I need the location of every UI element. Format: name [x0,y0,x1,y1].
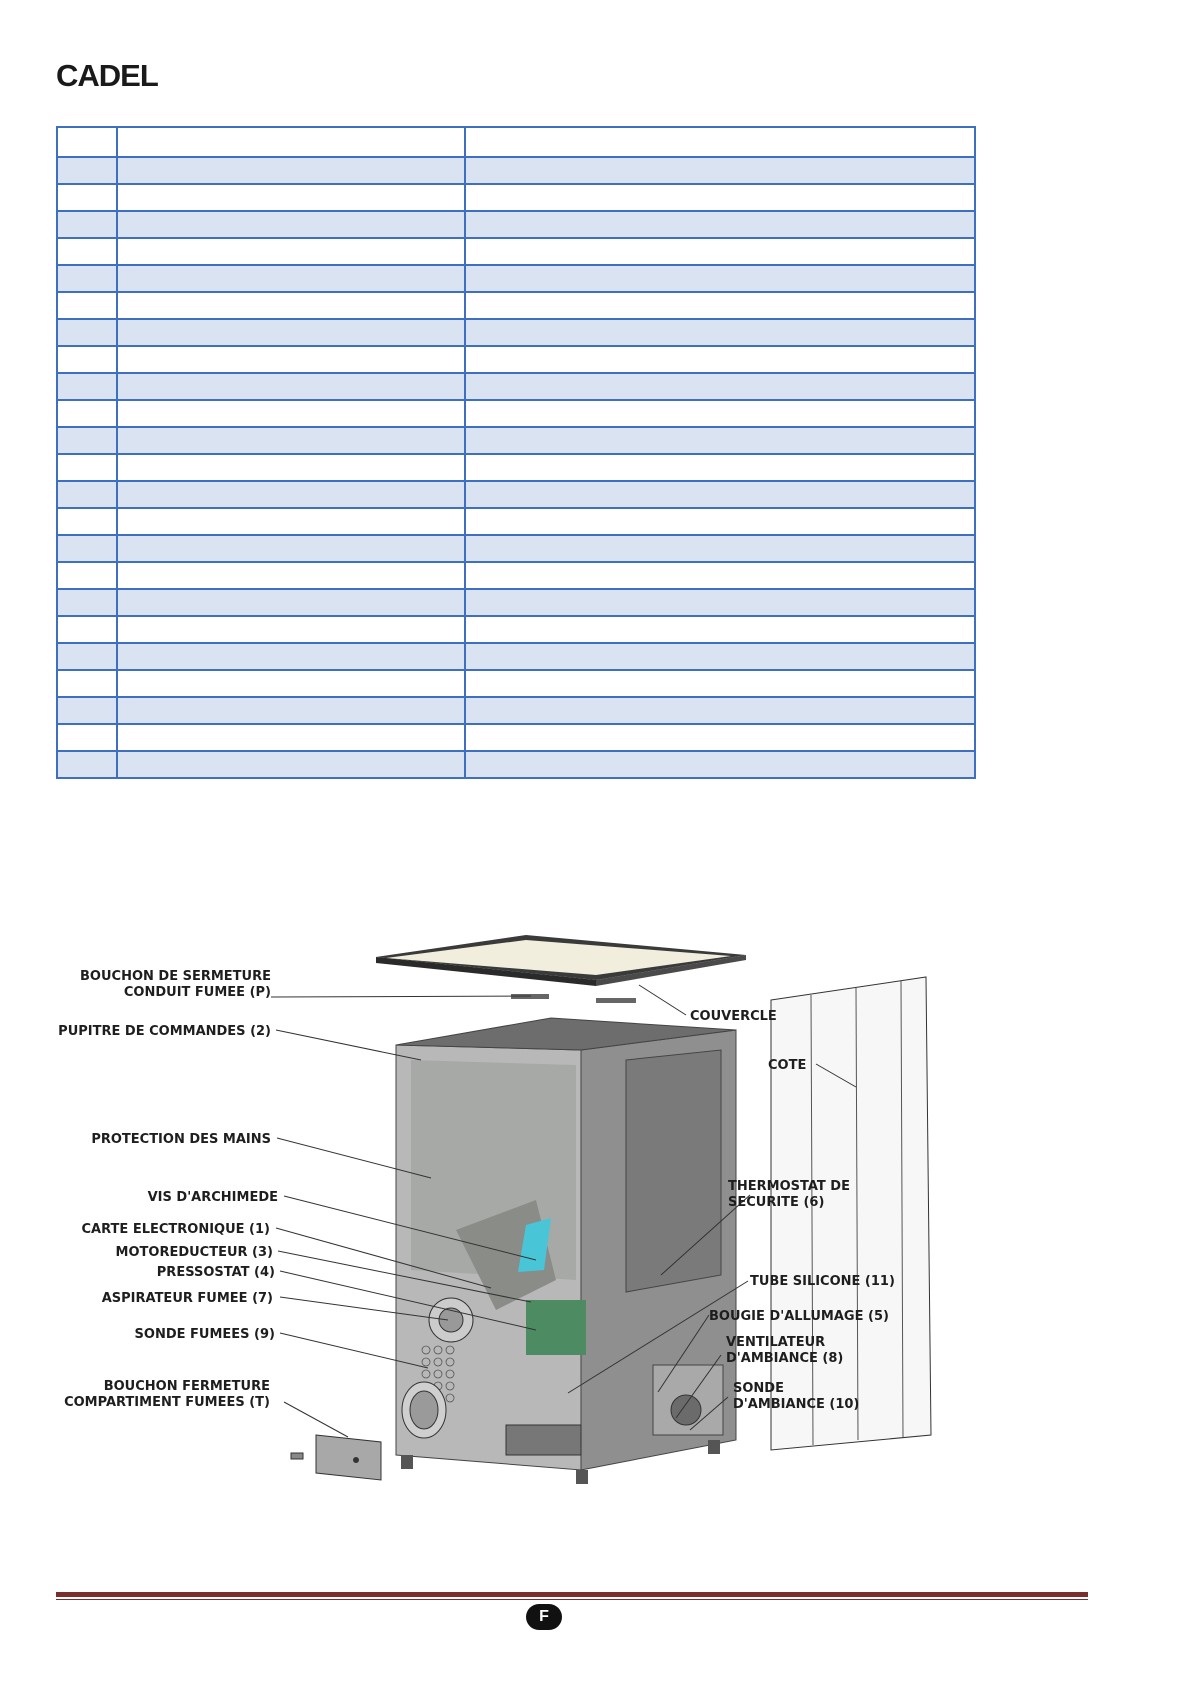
table-cell [465,589,975,616]
table-cell [465,346,975,373]
label-ventilateur-1: VENTILATEUR [726,1335,826,1350]
table-row [57,562,975,589]
table-cell [465,400,975,427]
table-cell [465,211,975,238]
label-protection: PROTECTION DES MAINS [91,1132,271,1147]
table-cell [117,373,465,400]
table-cell [465,535,975,562]
table-cell [57,643,117,670]
table-cell [465,643,975,670]
table-cell [117,481,465,508]
label-pupitre: PUPITRE DE COMMANDES (2) [58,1024,271,1039]
label-tube-silicone: TUBE SILICONE (11) [750,1274,895,1289]
table-header-row [57,127,975,157]
table-row [57,400,975,427]
label-bouchon-sermeture-2: CONDUIT FUMEE (P) [123,985,271,1000]
table-cell [117,127,465,157]
table-cell [57,184,117,211]
table-cell [57,127,117,157]
table-cell [465,184,975,211]
table-cell [57,454,117,481]
side-panel-illustration [771,977,931,1450]
table-cell [465,373,975,400]
table-row [57,751,975,778]
table-cell [57,724,117,751]
table-cell [57,535,117,562]
table-row [57,670,975,697]
table-cell [465,238,975,265]
table-cell [57,373,117,400]
table-cell [57,508,117,535]
table-row [57,427,975,454]
label-carte: CARTE ELECTRONIQUE (1) [81,1222,270,1237]
table-cell [117,265,465,292]
label-couvercle: COUVERCLE [690,1009,777,1024]
table-cell [465,697,975,724]
table-row [57,346,975,373]
table-cell [465,265,975,292]
blank-parts-table [56,126,976,779]
label-vis: VIS D'ARCHIMEDE [147,1190,278,1205]
table-cell [57,157,117,184]
table-cell [465,724,975,751]
table-cell [465,508,975,535]
table-row [57,319,975,346]
table-cell [117,292,465,319]
stove-body-illustration [396,1018,736,1484]
label-cote: COTE [768,1058,807,1073]
label-sonde-fumees: SONDE FUMEES (9) [134,1327,275,1342]
table-cell [465,751,975,778]
table-cell [57,211,117,238]
table-cell [117,724,465,751]
table-cell [57,319,117,346]
stove-exploded-diagram [56,900,1056,1500]
language-badge: F [526,1604,562,1630]
label-bouchon-fermeture-2: COMPARTIMENT FUMEES (T) [64,1395,270,1410]
table-cell [57,751,117,778]
table-cell [57,427,117,454]
table-cell [465,319,975,346]
label-thermostat-2: SECURITE (6) [728,1195,825,1210]
label-bougie: BOUGIE D'ALLUMAGE (5) [709,1309,889,1324]
label-sonde-ambiance-2: D'AMBIANCE (10) [733,1397,860,1412]
label-aspirateur: ASPIRATEUR FUMEE (7) [101,1291,273,1306]
table-row [57,535,975,562]
table-cell [465,670,975,697]
table-cell [57,589,117,616]
table-cell [117,400,465,427]
table-row [57,589,975,616]
table-cell [465,157,975,184]
table-cell [117,751,465,778]
label-motoreducteur: MOTOREDUCTEUR (3) [115,1245,273,1260]
table-row [57,211,975,238]
table-cell [57,400,117,427]
table-cell [57,346,117,373]
table-cell [117,697,465,724]
table-cell [57,697,117,724]
table-cell [117,616,465,643]
table-cell [117,319,465,346]
table-cell [117,184,465,211]
table-cell [465,481,975,508]
table-row [57,157,975,184]
table-cell [57,481,117,508]
table-cell [117,157,465,184]
table-cell [117,643,465,670]
table-cell [117,454,465,481]
table-cell [57,238,117,265]
table-row [57,616,975,643]
table-cell [117,589,465,616]
table-cell [465,427,975,454]
lid-illustration [376,935,746,1003]
label-bouchon-sermeture-1: BOUCHON DE SERMETURE [80,969,271,984]
plug-panel-illustration [291,1435,381,1480]
table-cell [117,427,465,454]
label-ventilateur-2: D'AMBIANCE (8) [726,1351,844,1366]
table-row [57,481,975,508]
table-row [57,265,975,292]
table-cell [117,562,465,589]
table-cell [117,670,465,697]
table-row [57,724,975,751]
table-row [57,697,975,724]
table-cell [465,562,975,589]
label-sonde-ambiance-1: SONDE [733,1381,784,1396]
brand-logo: CADEL [56,58,158,93]
table-cell [117,508,465,535]
table-cell [465,454,975,481]
table-row [57,373,975,400]
table-row [57,238,975,265]
footer-rule-thin [56,1599,1088,1600]
table-cell [57,616,117,643]
table-cell [117,211,465,238]
table-cell [117,346,465,373]
table-cell [465,127,975,157]
table-cell [465,292,975,319]
table-cell [117,238,465,265]
label-thermostat-1: THERMOSTAT DE [728,1179,850,1194]
table-row [57,292,975,319]
table-row [57,508,975,535]
label-pressostat: PRESSOSTAT (4) [156,1265,275,1280]
table-cell [117,535,465,562]
table-cell [57,292,117,319]
table-row [57,184,975,211]
table-row [57,454,975,481]
table-cell [57,562,117,589]
footer-rule [56,1592,1088,1597]
table-cell [57,670,117,697]
label-bouchon-fermeture-1: BOUCHON FERMETURE [103,1379,270,1394]
table-cell [465,616,975,643]
table-cell [57,265,117,292]
table-row [57,643,975,670]
